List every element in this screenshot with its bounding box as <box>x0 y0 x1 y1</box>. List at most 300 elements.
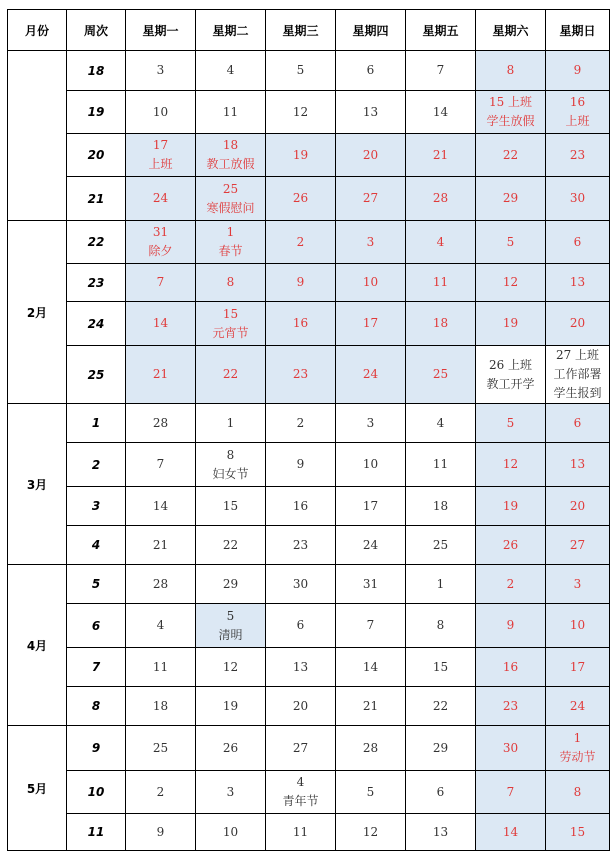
week-row <box>8 91 610 134</box>
day-cell <box>336 814 406 851</box>
day-cell <box>196 177 266 221</box>
day-cell <box>406 604 476 648</box>
day-number: 5 <box>506 415 515 430</box>
day-cell <box>336 604 406 648</box>
day-cell <box>406 177 476 221</box>
day-cell <box>406 404 476 443</box>
day-number: 10 <box>362 457 379 471</box>
day-cell <box>546 264 610 302</box>
day-number: 24 <box>569 698 586 713</box>
day-number: 5 <box>506 234 515 249</box>
day-cell <box>196 648 266 687</box>
week-number-cell: 10 <box>67 771 126 814</box>
day-number: 14 <box>502 824 519 839</box>
day-cell <box>406 771 476 814</box>
week-number-cell: 4 <box>67 526 126 565</box>
day-cell <box>196 91 266 134</box>
day-number: 19 <box>222 698 239 713</box>
day-cell <box>126 726 196 771</box>
day-note: 教工放假 <box>206 157 255 171</box>
day-number: 9 <box>296 275 305 289</box>
day-cell <box>406 91 476 134</box>
day-cell <box>476 565 546 604</box>
day-note: 学生报到 <box>553 386 602 400</box>
week-number-cell: 21 <box>67 177 126 221</box>
day-number: 8 <box>226 275 235 289</box>
day-cell <box>476 346 546 404</box>
day-cell <box>336 264 406 302</box>
week-row <box>8 443 610 487</box>
day-number: 1 <box>226 225 235 239</box>
day-number: 26 <box>222 740 239 755</box>
day-number: 9 <box>573 63 582 77</box>
day-cell <box>546 726 610 771</box>
day-number: 24 <box>362 537 379 552</box>
day-cell <box>196 604 266 648</box>
day-number: 13 <box>362 104 379 119</box>
day-number: 6 <box>296 618 305 632</box>
day-cell <box>126 526 196 565</box>
day-number: 4 <box>436 234 445 249</box>
day-cell <box>546 302 610 346</box>
day-number: 29 <box>222 576 239 591</box>
day-number: 14 <box>152 498 169 513</box>
day-number: 10 <box>569 618 586 632</box>
week-row <box>8 221 610 264</box>
day-cell <box>126 814 196 851</box>
day-cell <box>266 302 336 346</box>
week-row <box>8 51 610 91</box>
day-number: 10 <box>152 104 169 119</box>
week-number-cell: 2 <box>67 443 126 487</box>
month-cell: 2月 <box>8 221 67 404</box>
day-cell <box>546 648 610 687</box>
day-number: 6 <box>573 234 582 249</box>
day-number: 20 <box>362 147 379 162</box>
day-cell <box>126 177 196 221</box>
header-week: 周次 <box>67 10 126 51</box>
day-cell <box>126 687 196 726</box>
day-number: 15 <box>222 498 239 513</box>
day-number: 22 <box>222 367 239 381</box>
day-number: 15 <box>222 306 239 321</box>
day-cell <box>476 134 546 177</box>
day-cell <box>406 264 476 302</box>
day-cell <box>476 91 546 134</box>
day-number: 27 <box>569 537 586 552</box>
day-number: 14 <box>432 104 449 119</box>
day-cell <box>476 302 546 346</box>
day-cell <box>266 487 336 526</box>
day-cell <box>336 221 406 264</box>
day-note: 劳动节 <box>559 750 596 764</box>
day-note: 除夕 <box>148 244 173 258</box>
day-number: 30 <box>569 191 586 205</box>
day-cell <box>406 487 476 526</box>
week-row <box>8 346 610 404</box>
day-cell <box>266 526 336 565</box>
day-number: 27 <box>292 740 309 755</box>
school-calendar-table <box>7 9 610 851</box>
day-cell <box>406 726 476 771</box>
day-number: 21 <box>362 698 379 713</box>
day-cell <box>126 404 196 443</box>
day-cell <box>546 91 610 134</box>
day-note: 清明 <box>218 627 243 642</box>
day-number: 10 <box>222 824 239 839</box>
day-number: 28 <box>152 576 169 591</box>
day-cell <box>406 134 476 177</box>
day-number: 3 <box>366 234 375 249</box>
day-number: 29 <box>502 191 519 205</box>
day-cell <box>336 771 406 814</box>
day-cell <box>546 443 610 487</box>
day-number: 7 <box>436 63 445 77</box>
month-cell: 3月 <box>8 404 67 565</box>
day-cell <box>336 91 406 134</box>
day-number: 20 <box>292 698 309 713</box>
week-row <box>8 687 610 726</box>
day-cell <box>196 526 266 565</box>
day-number: 25 <box>432 537 449 552</box>
day-number: 8 <box>573 784 582 799</box>
day-number: 3 <box>573 576 582 591</box>
day-number: 18 <box>432 498 449 513</box>
day-cell <box>266 134 336 177</box>
day-cell <box>336 565 406 604</box>
week-number-cell: 5 <box>67 565 126 604</box>
week-number-cell: 11 <box>67 814 126 851</box>
day-cell <box>476 648 546 687</box>
day-cell <box>546 404 610 443</box>
week-number-cell: 9 <box>67 726 126 771</box>
week-number-cell: 22 <box>67 221 126 264</box>
day-number: 13 <box>432 824 449 839</box>
day-number: 11 <box>222 104 239 119</box>
month-cell: 5月 <box>8 726 67 851</box>
day-cell <box>196 726 266 771</box>
day-number: 29 <box>432 740 449 755</box>
day-cell <box>476 687 546 726</box>
day-number: 31 <box>152 225 169 239</box>
week-number-cell: 25 <box>67 346 126 404</box>
day-cell <box>196 687 266 726</box>
day-cell <box>266 91 336 134</box>
day-number: 30 <box>292 576 309 591</box>
day-cell <box>406 443 476 487</box>
day-note: 工作部署 <box>553 367 602 381</box>
day-cell <box>546 526 610 565</box>
day-cell <box>406 51 476 91</box>
day-number: 13 <box>569 275 586 289</box>
header-tuesday: 星期二 <box>196 10 266 51</box>
day-cell <box>546 604 610 648</box>
day-cell <box>546 51 610 91</box>
header-row <box>8 10 610 51</box>
week-row <box>8 526 610 565</box>
day-cell <box>546 346 610 404</box>
day-cell <box>266 648 336 687</box>
day-number: 16 <box>569 95 586 109</box>
day-number: 26 <box>502 537 519 552</box>
day-cell <box>266 565 336 604</box>
day-number: 26 <box>292 191 309 205</box>
day-number: 19 <box>502 316 519 330</box>
day-cell <box>266 604 336 648</box>
day-cell <box>476 264 546 302</box>
header-wednesday: 星期三 <box>266 10 336 51</box>
header-month: 月份 <box>8 10 67 51</box>
day-number: 17 <box>362 498 379 513</box>
day-number: 1 <box>573 731 582 745</box>
day-cell <box>336 648 406 687</box>
day-number: 2 <box>156 784 165 799</box>
day-number: 23 <box>292 537 309 552</box>
day-note: 青年节 <box>282 794 319 808</box>
day-cell <box>336 404 406 443</box>
day-cell <box>476 726 546 771</box>
week-row <box>8 726 610 771</box>
day-cell <box>336 726 406 771</box>
header-saturday: 星期六 <box>476 10 546 51</box>
week-row <box>8 264 610 302</box>
day-cell <box>476 604 546 648</box>
day-number: 28 <box>432 191 449 205</box>
day-cell <box>196 134 266 177</box>
day-cell <box>546 221 610 264</box>
day-cell <box>406 221 476 264</box>
day-number: 5 <box>366 784 375 799</box>
day-cell <box>476 177 546 221</box>
day-cell <box>406 346 476 404</box>
day-cell <box>266 264 336 302</box>
day-cell <box>336 687 406 726</box>
day-cell <box>196 443 266 487</box>
day-number: 10 <box>362 275 379 289</box>
day-cell <box>546 687 610 726</box>
day-number: 14 <box>362 659 379 674</box>
day-number: 4 <box>296 775 305 789</box>
day-number: 19 <box>292 147 309 162</box>
month-cell: 4月 <box>8 565 67 726</box>
day-number: 13 <box>569 457 586 471</box>
day-cell <box>196 346 266 404</box>
day-number: 2 <box>506 576 515 591</box>
week-number-cell: 19 <box>67 91 126 134</box>
day-cell <box>196 264 266 302</box>
day-number: 3 <box>366 415 375 430</box>
day-number: 15 <box>432 659 449 674</box>
day-cell <box>476 526 546 565</box>
day-number: 8 <box>436 618 445 632</box>
day-number: 15 <box>569 824 586 839</box>
day-number: 7 <box>506 784 515 799</box>
day-number: 12 <box>502 457 519 471</box>
day-cell <box>266 51 336 91</box>
day-number: 25 <box>152 740 169 755</box>
day-number: 20 <box>569 498 586 513</box>
day-cell <box>196 404 266 443</box>
day-number: 23 <box>292 367 309 381</box>
day-cell <box>336 177 406 221</box>
week-number-cell: 7 <box>67 648 126 687</box>
day-number: 7 <box>156 275 165 289</box>
day-cell <box>266 771 336 814</box>
day-cell <box>266 346 336 404</box>
day-cell <box>476 814 546 851</box>
day-cell <box>266 814 336 851</box>
week-row <box>8 177 610 221</box>
week-number-cell: 3 <box>67 487 126 526</box>
day-note: 上班 <box>565 114 590 128</box>
day-cell <box>126 443 196 487</box>
day-number: 9 <box>296 457 305 471</box>
week-row <box>8 404 610 443</box>
day-note: 学生放假 <box>486 114 535 128</box>
day-number: 3 <box>156 63 165 77</box>
day-cell <box>126 565 196 604</box>
header-friday: 星期五 <box>406 10 476 51</box>
day-number: 15 上班 <box>488 95 533 109</box>
day-number: 18 <box>222 138 239 152</box>
day-cell <box>546 177 610 221</box>
day-cell <box>336 487 406 526</box>
day-cell <box>476 221 546 264</box>
day-cell <box>126 91 196 134</box>
day-number: 21 <box>432 147 449 162</box>
day-number: 6 <box>436 784 445 799</box>
header-sunday: 星期日 <box>546 10 610 51</box>
day-cell <box>126 771 196 814</box>
day-number: 2 <box>296 415 305 430</box>
day-number: 25 <box>432 367 449 381</box>
day-number: 6 <box>366 63 375 77</box>
day-number: 16 <box>502 659 519 674</box>
week-row <box>8 565 610 604</box>
day-cell <box>126 346 196 404</box>
day-number: 17 <box>362 316 379 330</box>
day-cell <box>126 302 196 346</box>
day-cell <box>476 404 546 443</box>
day-number: 28 <box>152 415 169 430</box>
week-number-cell: 20 <box>67 134 126 177</box>
day-cell <box>406 302 476 346</box>
week-row <box>8 648 610 687</box>
day-cell <box>266 177 336 221</box>
day-number: 1 <box>226 415 235 430</box>
day-number: 21 <box>152 537 169 552</box>
day-cell <box>406 687 476 726</box>
day-cell <box>406 565 476 604</box>
week-number-cell: 6 <box>67 604 126 648</box>
day-number: 24 <box>362 367 379 381</box>
day-cell <box>546 134 610 177</box>
day-number: 2 <box>296 234 305 249</box>
day-note: 上班 <box>148 157 173 171</box>
day-number: 5 <box>296 63 305 77</box>
day-cell <box>266 687 336 726</box>
day-cell <box>546 487 610 526</box>
day-cell <box>196 487 266 526</box>
day-cell <box>266 221 336 264</box>
day-number: 11 <box>292 824 309 839</box>
day-number: 22 <box>432 698 449 713</box>
day-number: 4 <box>436 415 445 430</box>
day-number: 22 <box>502 147 519 162</box>
day-cell <box>196 771 266 814</box>
week-row <box>8 134 610 177</box>
day-number: 31 <box>362 576 379 591</box>
day-cell <box>476 771 546 814</box>
day-number: 12 <box>502 275 519 289</box>
day-number: 23 <box>569 147 586 162</box>
day-number: 17 <box>569 659 586 674</box>
day-number: 27 上班 <box>555 348 600 362</box>
day-number: 5 <box>226 608 235 623</box>
day-number: 8 <box>506 63 515 77</box>
day-cell <box>266 726 336 771</box>
day-number: 26 上班 <box>488 357 533 372</box>
day-number: 12 <box>222 659 239 674</box>
day-number: 12 <box>362 824 379 839</box>
day-number: 4 <box>226 63 235 77</box>
day-number: 7 <box>366 618 375 632</box>
day-cell <box>336 302 406 346</box>
day-number: 6 <box>573 415 582 430</box>
day-number: 30 <box>502 740 519 755</box>
day-cell <box>126 134 196 177</box>
day-note: 春节 <box>218 244 243 258</box>
day-cell <box>126 604 196 648</box>
day-cell <box>336 526 406 565</box>
week-row <box>8 487 610 526</box>
day-cell <box>196 565 266 604</box>
day-cell <box>406 648 476 687</box>
day-note: 元宵节 <box>212 325 249 340</box>
day-cell <box>546 771 610 814</box>
day-cell <box>546 814 610 851</box>
week-row <box>8 604 610 648</box>
day-number: 23 <box>502 698 519 713</box>
day-cell <box>406 814 476 851</box>
calendar-body <box>8 51 610 851</box>
day-number: 3 <box>226 784 235 799</box>
day-cell <box>126 221 196 264</box>
day-cell <box>196 302 266 346</box>
week-row <box>8 814 610 851</box>
day-number: 21 <box>152 367 169 381</box>
day-cell <box>126 648 196 687</box>
week-number-cell: 1 <box>67 404 126 443</box>
day-number: 9 <box>506 618 515 632</box>
day-number: 18 <box>152 698 169 713</box>
day-cell <box>546 565 610 604</box>
day-number: 20 <box>569 316 586 330</box>
week-number-cell: 8 <box>67 687 126 726</box>
day-number: 13 <box>292 659 309 674</box>
day-cell <box>196 221 266 264</box>
day-cell <box>196 814 266 851</box>
month-cell <box>8 51 67 221</box>
day-cell <box>476 443 546 487</box>
day-number: 4 <box>156 618 165 632</box>
day-number: 28 <box>362 740 379 755</box>
day-number: 24 <box>152 191 169 205</box>
day-number: 7 <box>156 457 165 471</box>
week-row <box>8 771 610 814</box>
day-number: 11 <box>152 659 169 674</box>
day-number: 11 <box>432 275 449 289</box>
